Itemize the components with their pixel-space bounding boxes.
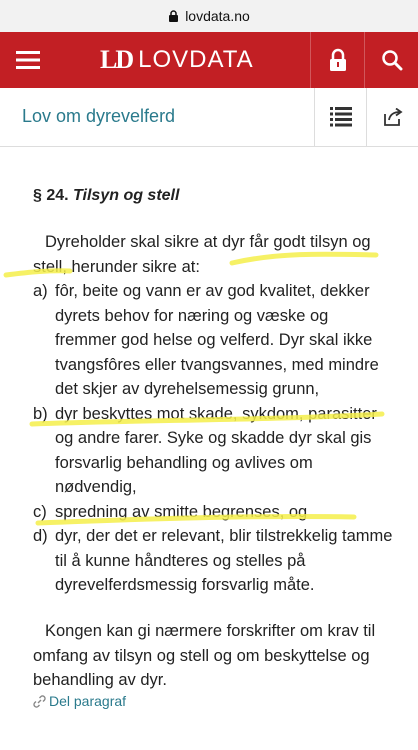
top-navigation-bar [0, 32, 418, 88]
share-button[interactable] [366, 88, 418, 146]
share-icon [383, 108, 403, 126]
logo-text: LOVDATA [138, 46, 254, 73]
search-button[interactable] [364, 32, 418, 88]
list-item-label: d) [33, 527, 48, 545]
section-title: Tilsyn og stell [73, 187, 180, 204]
list-item-d [33, 524, 393, 598]
search-icon [381, 49, 403, 71]
menu-button[interactable] [0, 32, 56, 88]
section-body [33, 230, 393, 598]
document-header [0, 88, 418, 147]
closing-paragraph: Kongen kan gi nærmere forskrifter om krav til omfang av tilsyn og stell og om beskyttelse og behandling av dyr. [33, 622, 376, 689]
list-item-label: c) [33, 502, 47, 521]
law-section-content [0, 147, 418, 750]
list-icon [330, 107, 352, 127]
url-text: lovdata.no [185, 8, 250, 24]
login-button[interactable] [310, 32, 365, 88]
list-item-text: spredning av smitte begrenses, og [55, 502, 308, 521]
list-item-label: b) [33, 404, 48, 423]
table-of-contents-button[interactable] [314, 88, 367, 146]
list-item-c [33, 500, 393, 525]
section-number: § 24. [33, 187, 69, 204]
list-item-text: dyr beskyttes mot skade, sykdom, parasitter og andre farer. Syke og skadde dyr skal gis forsvarlig behandling og avlives om nødvendig, [55, 404, 377, 496]
list-item-a [33, 279, 393, 402]
list-item-label: a) [33, 282, 48, 300]
lovdata-logo[interactable] [100, 32, 270, 88]
list-item-text: fôr, beite og vann er av god kvalitet, dekker dyrets behov for næring og væske og fremmer god helse og velferd. Dyr skal ikke tvangsfôres eller tvangsvannes, med mindre det skjer av dyrehelsemessig grunn, [55, 282, 379, 398]
lock-icon [168, 10, 179, 22]
intro-paragraph: Dyreholder skal sikre at dyr får godt tilsyn og stell, herunder sikre at: [33, 233, 371, 276]
section-heading [33, 187, 179, 205]
link-icon [33, 695, 46, 708]
hamburger-icon [16, 50, 40, 70]
list-item-text: dyr, der det er relevant, blir tilstrekkelig tamme til å kunne håndteres og stelles på dyrevelferdsmessig forsvarlig måte. [55, 527, 393, 594]
list-item-b [33, 402, 393, 500]
browser-url-bar[interactable] [0, 0, 418, 32]
document-title[interactable]: Lov om dyrevelferd [22, 106, 176, 126]
logo-mark: LD [100, 45, 133, 74]
padlock-icon [327, 48, 349, 72]
share-paragraph-label: Del paragraf [49, 693, 127, 709]
share-paragraph-link[interactable] [33, 693, 126, 709]
